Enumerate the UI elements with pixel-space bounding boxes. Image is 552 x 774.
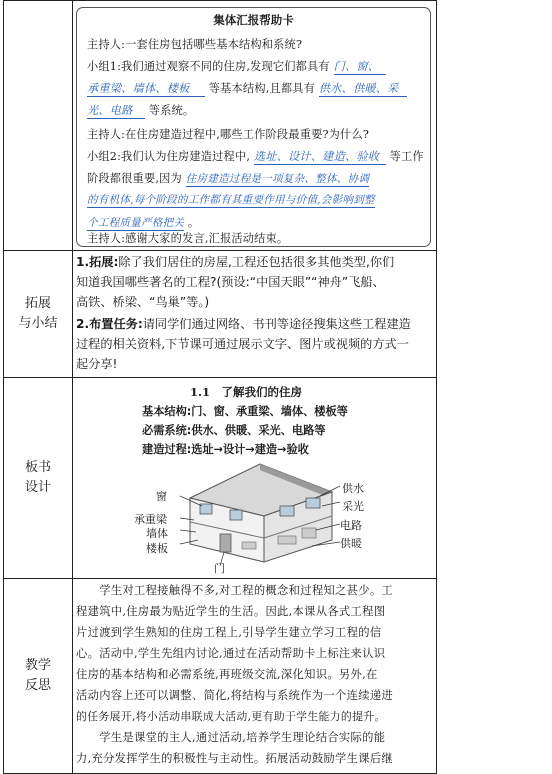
group2-line1: 小组2:我们认为住房建造过程中, 选址、设计、建造、验收 等工作	[87, 150, 424, 163]
host-question-1: 主持人:一套住房包括哪些基本结构和系统?	[87, 38, 303, 51]
callout-heating: 供暖	[340, 537, 362, 550]
host-closing: 主持人:感谢大家的发言,汇报活动结束。	[87, 232, 289, 245]
callout-beam: 承重梁	[134, 513, 167, 526]
handwritten-answer: 承重梁、墙体、楼板	[87, 80, 205, 97]
reflection-line: 活动内容上还可以调整、简化,将结构与系统作为一个连续递进	[76, 689, 394, 702]
handwritten-answer: 的有机体,每个阶段的工作都有其重要作用与价值,会影响到整	[87, 194, 375, 206]
reflection-line: 力,充分发挥学生的积极性与主动性。拓展活动鼓励学生课后继	[76, 752, 394, 765]
handwritten-answer: 供水、供暖、采	[319, 80, 407, 97]
extension-p2-line2: 过程的相关资料,下节课可通过展示文字、图片或视频的方式一	[76, 337, 409, 351]
callout-door: 门	[214, 562, 225, 575]
reflection-label: 教学 反思	[24, 658, 51, 693]
extension-p1-line2: 知道我国哪些著名的工程?(预设:“中国天眼”“神舟”飞船、	[76, 275, 385, 289]
group1-line3: 光、电路 等系统。	[87, 104, 195, 117]
group2-line2: 阶段都很重要,因为 住房建造过程是一项复杂、整体、协调	[87, 172, 370, 185]
extension-p2-line3: 起分享!	[76, 357, 118, 371]
house-cutaway-illustration	[180, 458, 340, 568]
callout-light: 采光	[342, 500, 364, 513]
report-help-card	[76, 7, 431, 247]
blackboard-structure: 基本结构:门、窗、承重梁、墙体、楼板等	[142, 405, 348, 418]
callout-wall: 墙体	[146, 527, 168, 540]
group1-line2: 承重梁、墙体、楼板 等基本结构,且都具有 供水、供暖、采	[87, 80, 407, 97]
extension-p2-line1: 2.布置任务:请同学们通过网络、书刊等途径搜集这些工程建造	[76, 317, 411, 331]
extension-p1-line1: 1.拓展:除了我们居住的房屋,工程还包括很多其他类型,你们	[76, 255, 395, 269]
extension-label: 拓展 与小结	[18, 296, 58, 331]
reflection-line: 学生对工程接触得不多,对工程的概念和过程知之甚少。工	[76, 584, 394, 597]
host-question-2: 主持人:在住房建造过程中,哪些工作阶段最重要?为什么?	[87, 128, 370, 141]
callout-circuit: 电路	[340, 519, 362, 532]
reflection-line: 的任务展开,将小活动串联成大活动,更有助于学生能力的提升。	[76, 710, 386, 723]
callout-slab: 楼板	[146, 542, 168, 555]
blackboard-systems: 必需系统:供水、供暖、采光、电路等	[142, 424, 326, 437]
group1-line1: 小组1:我们通过观察不同的住房,发现它们都具有 门、窗、	[87, 58, 386, 75]
handwritten-answer: 个工程质量严格把关	[87, 217, 185, 229]
reflection-line: 心。活动中,学生先组内讨论,通过在活动帮助卡上标注来认识	[76, 647, 386, 660]
blackboard-process: 建造过程:选址→设计→建造→验收	[142, 443, 309, 456]
blackboard-title: 1.1 了解我们的住房	[190, 385, 303, 399]
group2-line3	[87, 192, 375, 208]
reflection-line: 程建筑中,住房最为贴近学生的生活。因此,本课从各式工程图	[76, 605, 386, 618]
callout-window: 窗	[156, 490, 167, 503]
reflection-line: 片过渡到学生熟知的住房工程上,引导学生建立学习工程的信	[76, 626, 382, 639]
card-title: 集体汇报帮助卡	[213, 13, 294, 27]
reflection-line: 住房的基本结构和必需系统,再班级交流,深化知识。另外,在	[76, 668, 378, 681]
handwritten-answer: 光、电路	[87, 102, 145, 119]
extension-p1-line3: 高铁、桥梁、“鸟巢”等。)	[76, 295, 210, 309]
handwritten-answer: 住房建造过程是一项复杂、整体、协调	[185, 173, 370, 185]
reflection-line: 学生是课堂的主人,通过活动,培养学生理论结合实际的能	[76, 731, 386, 744]
handwritten-answer: 选址、设计、建造、验收	[254, 148, 386, 165]
callout-water: 供水	[342, 482, 364, 495]
blackboard-label: 板书 设计	[24, 460, 51, 495]
group2-line4: 个工程质量严格把关 。	[87, 216, 200, 229]
handwritten-answer: 门、窗、	[334, 58, 386, 75]
